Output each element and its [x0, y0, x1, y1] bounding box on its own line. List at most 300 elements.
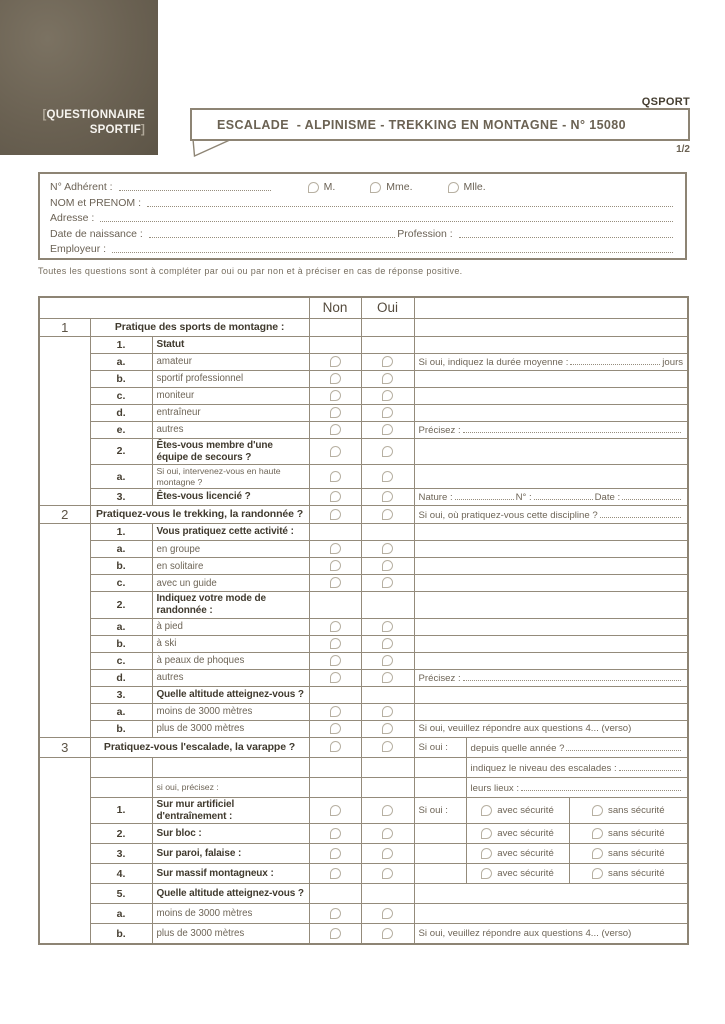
- table-row: [39, 618, 688, 635]
- note-content: [471, 741, 684, 754]
- brand-line-1: [43, 108, 145, 123]
- table-row: [39, 541, 688, 558]
- non-cell: [309, 737, 361, 757]
- employer-field[interactable]: [112, 243, 673, 253]
- table-row: [39, 757, 688, 777]
- oui-cell: [361, 618, 414, 635]
- non-column-header: Non: [309, 297, 361, 318]
- name-field[interactable]: [147, 197, 673, 207]
- note-content: [471, 781, 684, 794]
- item-number: b.: [90, 558, 152, 575]
- question-label: plus de 3000 mètres: [152, 924, 309, 944]
- item-number: 3.: [90, 488, 152, 505]
- non-cell: [309, 575, 361, 592]
- table-row: [39, 720, 688, 737]
- item-number: 1.: [90, 336, 152, 353]
- note-cell: [414, 592, 688, 619]
- sans-securite-radio[interactable]: [592, 868, 603, 879]
- note-cell: [414, 438, 688, 465]
- table-row: [39, 904, 688, 924]
- oui-cell: [361, 592, 414, 619]
- note-content: [419, 490, 684, 503]
- avec-securite-cell: [466, 797, 569, 824]
- table-row: [39, 387, 688, 404]
- non-radio[interactable]: [330, 805, 341, 816]
- note-label: jours: [662, 357, 684, 369]
- question-label: Si oui, intervenez-vous en haute montagne ?: [152, 465, 309, 489]
- questionnaire-table: [38, 296, 689, 945]
- non-cell: [309, 669, 361, 686]
- non-radio[interactable]: [330, 928, 341, 939]
- non-radio[interactable]: [330, 868, 341, 879]
- sans-securite-cell: [569, 824, 688, 844]
- civility-radio-m[interactable]: [308, 182, 319, 193]
- oui-radio[interactable]: [382, 828, 393, 839]
- item-number: 1.: [90, 797, 152, 824]
- note-cell: [466, 757, 688, 777]
- non-radio[interactable]: [330, 471, 341, 482]
- adherent-line: [50, 179, 675, 194]
- question-label: si oui, précisez :: [152, 777, 309, 797]
- note-cell: [414, 524, 688, 541]
- note-cell: [414, 720, 688, 737]
- name-label: NOM et PRENOM :: [50, 196, 142, 209]
- oui-radio[interactable]: [382, 356, 393, 367]
- oui-cell: [361, 904, 414, 924]
- note-label: Date :: [594, 492, 621, 504]
- note-cell: [466, 777, 688, 797]
- avec-securite-cell: [466, 844, 569, 864]
- si-oui-label: Si oui :: [414, 797, 466, 824]
- oui-cell: [361, 924, 414, 944]
- table-row: [39, 488, 688, 505]
- non-cell: [309, 592, 361, 619]
- oui-cell: [361, 652, 414, 669]
- non-cell: [309, 318, 361, 336]
- address-field[interactable]: [100, 212, 673, 222]
- question-label: Statut: [152, 336, 309, 353]
- question-label: Sur bloc :: [152, 824, 309, 844]
- item-number: 2.: [90, 824, 152, 844]
- note-cell: [414, 884, 688, 904]
- non-cell: [309, 757, 361, 777]
- question-label: Pratique des sports de montagne :: [90, 318, 309, 336]
- note-label: N° :: [515, 492, 532, 504]
- non-cell: [309, 421, 361, 438]
- question-label: Sur massif montagneux :: [152, 864, 309, 884]
- question-label: Êtes-vous licencié ?: [152, 488, 309, 505]
- oui-radio[interactable]: [382, 638, 393, 649]
- item-number: a.: [90, 703, 152, 720]
- brand-block: [0, 0, 158, 155]
- non-radio[interactable]: [330, 706, 341, 717]
- non-cell: [309, 777, 361, 797]
- note-content: [471, 761, 684, 774]
- fill-in-field[interactable]: [566, 741, 681, 751]
- oui-cell: [361, 669, 414, 686]
- table-row: [39, 737, 688, 757]
- oui-cell: [361, 777, 414, 797]
- oui-radio[interactable]: [382, 446, 393, 457]
- non-radio[interactable]: [330, 828, 341, 839]
- item-number: d.: [90, 669, 152, 686]
- question-label: Vous pratiquez cette activité :: [152, 524, 309, 541]
- table-row: [39, 575, 688, 592]
- question-label: moins de 3000 mètres: [152, 703, 309, 720]
- item-number: b.: [90, 924, 152, 944]
- item-number: e.: [90, 421, 152, 438]
- question-label: Indiquez votre mode de randonnée :: [152, 592, 309, 619]
- non-radio[interactable]: [330, 560, 341, 571]
- si-oui-label: [414, 824, 466, 844]
- oui-radio[interactable]: [382, 407, 393, 418]
- non-radio[interactable]: [330, 446, 341, 457]
- sans-securite-radio[interactable]: [592, 828, 603, 839]
- non-radio[interactable]: [330, 509, 341, 520]
- fill-in-field[interactable]: [463, 671, 681, 681]
- note-cell: [414, 421, 688, 438]
- non-radio[interactable]: [330, 655, 341, 666]
- section-number: 3: [39, 737, 90, 757]
- item-number: a.: [90, 618, 152, 635]
- table-row: [39, 703, 688, 720]
- address-line: [50, 210, 675, 225]
- non-radio[interactable]: [330, 491, 341, 502]
- civility-radio-mlle[interactable]: [448, 182, 459, 193]
- non-cell: [309, 488, 361, 505]
- note-cell: [414, 618, 688, 635]
- table-row: [39, 824, 688, 844]
- oui-radio[interactable]: [382, 672, 393, 683]
- question-label: avec un guide: [152, 575, 309, 592]
- oui-radio[interactable]: [382, 509, 393, 520]
- non-cell: [309, 618, 361, 635]
- note-label: Si oui, veuillez répondre aux questions 4... (verso): [418, 928, 632, 940]
- avec-securite-radio[interactable]: [481, 848, 492, 859]
- item-number: 2.: [90, 438, 152, 465]
- security-label: sans sécurité: [608, 828, 665, 840]
- adherent-number-field[interactable]: [119, 181, 271, 191]
- item-number: [90, 777, 152, 797]
- table-row: [39, 635, 688, 652]
- profession-field[interactable]: [459, 228, 673, 238]
- table-row: [39, 421, 688, 438]
- note-cell: [414, 924, 688, 944]
- oui-column-header: Oui: [361, 297, 414, 318]
- item-number: c.: [90, 652, 152, 669]
- oui-radio[interactable]: [382, 577, 393, 588]
- non-radio[interactable]: [330, 424, 341, 435]
- fill-in-field[interactable]: [455, 490, 514, 500]
- table-row: [39, 465, 688, 489]
- item-number: 2.: [90, 592, 152, 619]
- note-cell: [414, 558, 688, 575]
- security-label: avec sécurité: [497, 848, 554, 860]
- table-row: [39, 864, 688, 884]
- oui-cell: [361, 686, 414, 703]
- oui-radio[interactable]: [382, 848, 393, 859]
- table-row: [39, 592, 688, 619]
- oui-cell: [361, 635, 414, 652]
- table-row: [39, 797, 688, 824]
- table-row: [39, 318, 688, 336]
- oui-radio[interactable]: [382, 723, 393, 734]
- oui-cell: [361, 404, 414, 421]
- note-label: Si oui, où pratiquez-vous cette discipline ?: [418, 509, 598, 521]
- fill-in-field[interactable]: [619, 761, 681, 771]
- civility-option-mme: [370, 181, 412, 194]
- header-empty-left: [39, 297, 309, 318]
- sans-securite-radio[interactable]: [592, 848, 603, 859]
- question-label: Sur paroi, falaise :: [152, 844, 309, 864]
- question-label: Pratiquez-vous le trekking, la randonnée ?: [90, 505, 309, 523]
- table-row: [39, 669, 688, 686]
- note-cell: [414, 669, 688, 686]
- item-number: c.: [90, 387, 152, 404]
- non-cell: [309, 558, 361, 575]
- table-row: [39, 558, 688, 575]
- security-label: sans sécurité: [608, 848, 665, 860]
- fill-in-field[interactable]: [600, 508, 681, 518]
- note-label: Précisez :: [418, 425, 461, 437]
- non-cell: [309, 703, 361, 720]
- si-oui-label: [414, 757, 466, 777]
- note-label: Nature :: [418, 492, 453, 504]
- non-radio[interactable]: [330, 723, 341, 734]
- non-cell: [309, 524, 361, 541]
- table-row: [39, 336, 688, 353]
- adherent-label: N° Adhérent :: [50, 181, 113, 194]
- non-radio[interactable]: [330, 390, 341, 401]
- brand-text-1: QUESTIONNAIRE: [46, 109, 145, 122]
- non-radio[interactable]: [330, 638, 341, 649]
- table-row: [39, 652, 688, 669]
- question-label: en solitaire: [152, 558, 309, 575]
- non-cell: [309, 505, 361, 523]
- note-cell: [414, 505, 688, 523]
- non-radio[interactable]: [330, 407, 341, 418]
- employer-line: [50, 241, 675, 256]
- oui-radio[interactable]: [382, 424, 393, 435]
- note-cell: [414, 404, 688, 421]
- avec-securite-radio[interactable]: [481, 868, 492, 879]
- form-title: ESCALADE - ALPINISME - TREKKING EN MONTAGNE - N° 15080: [190, 108, 690, 141]
- question-label: à peaux de phoques: [152, 652, 309, 669]
- table-row: [39, 353, 688, 370]
- bracket-open: [: [42, 109, 47, 122]
- question-label: [152, 757, 309, 777]
- item-number: c.: [90, 575, 152, 592]
- non-cell: [309, 884, 361, 904]
- birthdate-line: [50, 225, 675, 240]
- oui-radio[interactable]: [382, 390, 393, 401]
- note-cell: [414, 488, 688, 505]
- note-label: depuis quelle année ?: [470, 742, 565, 754]
- table-row: [39, 370, 688, 387]
- note-cell: [414, 465, 688, 489]
- note-content: [419, 723, 684, 734]
- question-label: moniteur: [152, 387, 309, 404]
- non-cell: [309, 438, 361, 465]
- non-cell: [309, 652, 361, 669]
- non-radio[interactable]: [330, 543, 341, 554]
- oui-cell: [361, 844, 414, 864]
- oui-radio[interactable]: [382, 621, 393, 632]
- oui-radio[interactable]: [382, 491, 393, 502]
- oui-cell: [361, 336, 414, 353]
- question-label: sportif professionnel: [152, 370, 309, 387]
- fill-in-field[interactable]: [622, 490, 681, 500]
- note-content: [419, 928, 684, 939]
- non-radio[interactable]: [330, 741, 341, 752]
- si-oui-label: Si oui :: [414, 737, 466, 757]
- question-label: en groupe: [152, 541, 309, 558]
- oui-cell: [361, 524, 414, 541]
- sans-securite-radio[interactable]: [592, 805, 603, 816]
- note-cell: [414, 703, 688, 720]
- non-cell: [309, 924, 361, 944]
- employer-label: Employeur :: [50, 242, 107, 255]
- civility-label-m: M.: [323, 181, 336, 194]
- non-cell: [309, 541, 361, 558]
- question-label: entraîneur: [152, 404, 309, 421]
- note-cell: [414, 353, 688, 370]
- oui-radio[interactable]: [382, 928, 393, 939]
- non-radio[interactable]: [330, 908, 341, 919]
- civility-radio-mme[interactable]: [370, 182, 381, 193]
- birthdate-label: Date de naissance :: [50, 227, 143, 240]
- si-oui-label: [414, 844, 466, 864]
- note-content: [419, 355, 684, 368]
- avec-securite-cell: [466, 824, 569, 844]
- non-radio[interactable]: [330, 848, 341, 859]
- oui-radio[interactable]: [382, 655, 393, 666]
- oui-cell: [361, 438, 414, 465]
- note-label: Si oui, veuillez répondre aux questions 4... (verso): [418, 723, 632, 735]
- fill-in-field[interactable]: [521, 781, 681, 791]
- sans-securite-cell: [569, 844, 688, 864]
- item-number: b.: [90, 370, 152, 387]
- item-number: a.: [90, 465, 152, 489]
- note-cell: [414, 635, 688, 652]
- birthdate-field[interactable]: [149, 228, 395, 238]
- brand-line-2: [90, 123, 145, 138]
- identity-box: [38, 172, 687, 260]
- oui-cell: [361, 488, 414, 505]
- si-oui-label: [414, 777, 466, 797]
- item-number: 1.: [90, 524, 152, 541]
- avec-securite-cell: [466, 864, 569, 884]
- item-number: d.: [90, 404, 152, 421]
- non-radio[interactable]: [330, 621, 341, 632]
- profession-label: Profession :: [397, 227, 453, 240]
- oui-cell: [361, 541, 414, 558]
- avec-securite-radio[interactable]: [481, 805, 492, 816]
- table-row: [39, 686, 688, 703]
- item-number: a.: [90, 904, 152, 924]
- non-radio[interactable]: [330, 373, 341, 384]
- question-label: moins de 3000 mètres: [152, 904, 309, 924]
- note-cell: [414, 541, 688, 558]
- oui-radio[interactable]: [382, 706, 393, 717]
- note-cell: [414, 686, 688, 703]
- si-oui-label: [414, 864, 466, 884]
- question-label: plus de 3000 mètres: [152, 720, 309, 737]
- header-empty-right: [414, 297, 688, 318]
- table-row: [39, 505, 688, 523]
- oui-cell: [361, 864, 414, 884]
- note-label: Si oui, indiquez la durée moyenne :: [418, 357, 569, 369]
- oui-radio[interactable]: [382, 543, 393, 554]
- section-number: 2: [39, 505, 90, 523]
- civility-option-m: [308, 181, 336, 194]
- note-cell: [414, 904, 688, 924]
- question-label: Sur mur artificiel d'entraînement :: [152, 797, 309, 824]
- non-radio[interactable]: [330, 577, 341, 588]
- section-spacer: [39, 757, 90, 944]
- non-cell: [309, 353, 361, 370]
- non-radio[interactable]: [330, 672, 341, 683]
- oui-radio[interactable]: [382, 560, 393, 571]
- non-cell: [309, 797, 361, 824]
- non-cell: [309, 336, 361, 353]
- oui-radio[interactable]: [382, 868, 393, 879]
- section-spacer: [39, 524, 90, 738]
- fill-in-field[interactable]: [534, 490, 593, 500]
- oui-radio[interactable]: [382, 373, 393, 384]
- question-label: Quelle altitude atteignez-vous ?: [152, 884, 309, 904]
- oui-radio[interactable]: [382, 471, 393, 482]
- non-radio[interactable]: [330, 356, 341, 367]
- page-indicator: 1/2: [676, 144, 690, 155]
- fill-in-field[interactable]: [570, 355, 660, 365]
- oui-cell: [361, 318, 414, 336]
- non-cell: [309, 635, 361, 652]
- item-number: [90, 757, 152, 777]
- table-body: [39, 318, 688, 944]
- table-row: [39, 524, 688, 541]
- oui-radio[interactable]: [382, 908, 393, 919]
- non-cell: [309, 370, 361, 387]
- name-line: [50, 194, 675, 209]
- non-cell: [309, 404, 361, 421]
- note-cell: [414, 387, 688, 404]
- title-bubble-tail: [191, 139, 235, 159]
- item-number: 5.: [90, 884, 152, 904]
- oui-radio[interactable]: [382, 805, 393, 816]
- fill-in-field[interactable]: [463, 423, 681, 433]
- security-label: avec sécurité: [497, 828, 554, 840]
- oui-radio[interactable]: [382, 741, 393, 752]
- note-cell: [414, 336, 688, 353]
- note-label: Précisez :: [418, 673, 461, 685]
- oui-cell: [361, 505, 414, 523]
- instructions-text: Toutes les questions sont à compléter par oui ou par non et à préciser en cas de réponse positive.: [38, 266, 463, 276]
- item-number: 3.: [90, 844, 152, 864]
- security-label: avec sécurité: [497, 805, 554, 817]
- non-cell: [309, 720, 361, 737]
- table-header-row: [39, 297, 688, 318]
- item-number: b.: [90, 635, 152, 652]
- avec-securite-radio[interactable]: [481, 828, 492, 839]
- note-content: [419, 671, 684, 684]
- oui-cell: [361, 737, 414, 757]
- table-row: [39, 777, 688, 797]
- note-content: [419, 508, 684, 521]
- oui-cell: [361, 465, 414, 489]
- question-label: à pied: [152, 618, 309, 635]
- item-number: 3.: [90, 686, 152, 703]
